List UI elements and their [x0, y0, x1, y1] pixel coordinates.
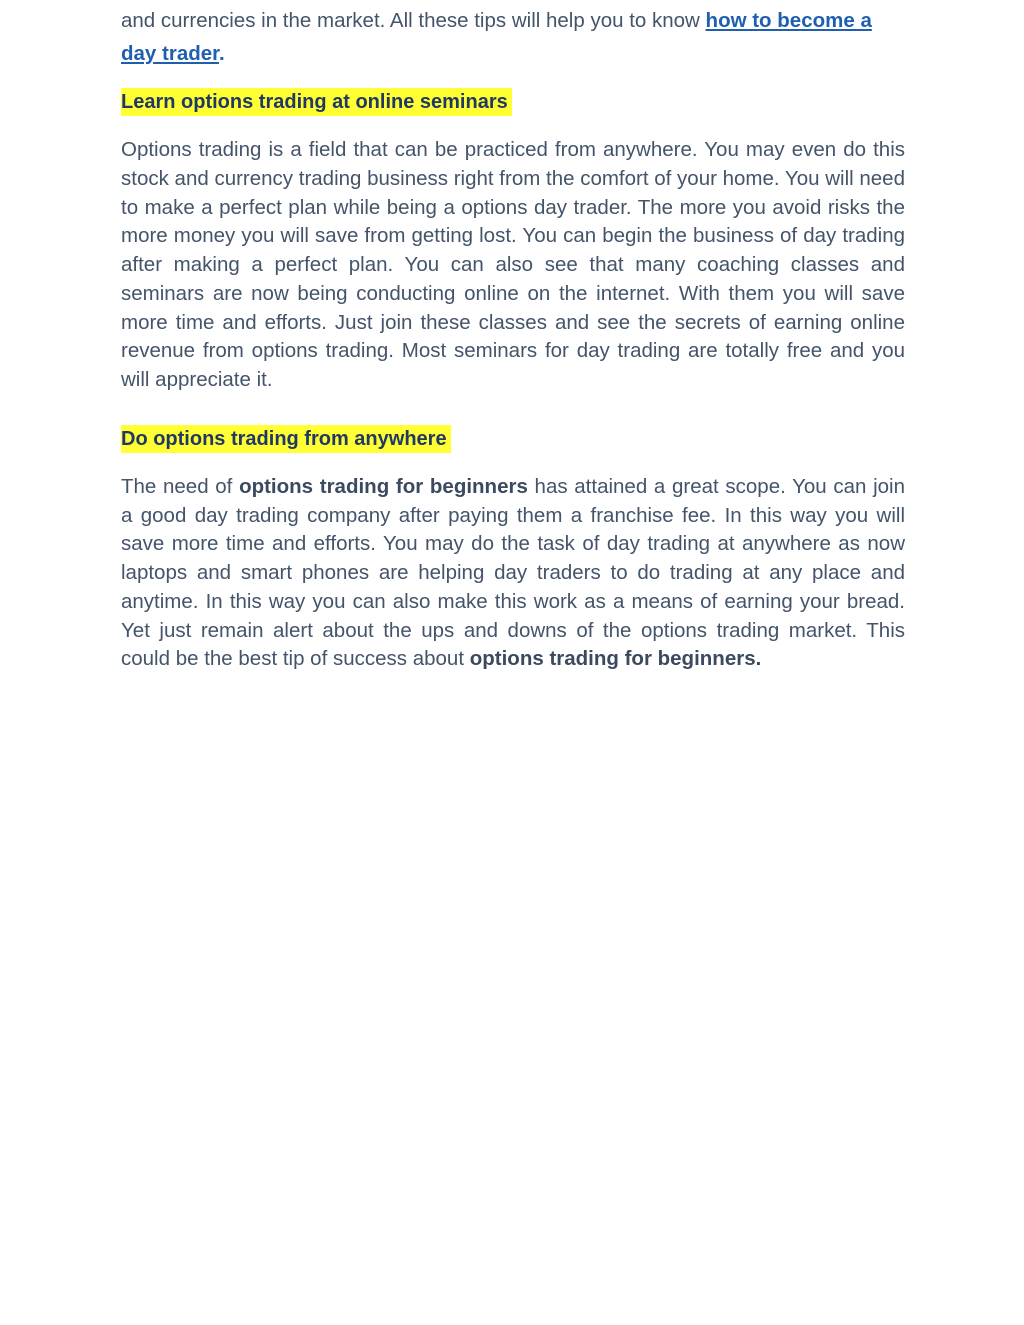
intro-text: and currencies in the market. All these tips will help you to know: [121, 9, 706, 32]
section-2-text-part2: has attained a great scope. You can join a good day trading company after paying them a franchise fee. In this way you will save more time and efforts. You may do the task of day trading at anywhere as now laptops and smart phones are helping day traders to do trading at any place and anytime. In this way you can also make this work as a means of earning your bread. Yet just remain alert about the ups and downs of the options trading market. This could be the best tip of success about: [121, 474, 906, 671]
how-to-become-day-trader-link[interactable]: how to become a day trader: [121, 9, 872, 65]
section-2-bold-keyword-2: options trading for beginners.: [469, 647, 762, 671]
intro-paragraph: [121, 4, 905, 70]
section-heading-online-seminars: Learn options trading at online seminars: [121, 88, 512, 116]
section-2-paragraph: [121, 473, 905, 674]
section-2-heading-wrap: [121, 425, 905, 453]
document-page: [121, 0, 905, 674]
section-2-bold-keyword-1: options trading for beginners: [239, 474, 528, 498]
section-2-text-part1: The need of: [121, 474, 240, 498]
intro-period: .: [219, 42, 225, 65]
section-1-paragraph: Options trading is a field that can be practiced from anywhere. You may even do this stock and currency trading business right from the comfort of your home. You will need to make a perfect plan while being a options day trader. The more you avoid risks the more money you will save from getting lost. You can begin the business of day trading after making a perfect plan. You can also see that many coaching classes and seminars are now being conducting online on the internet. With them you will save more time and efforts. Just join these classes and see the secrets of earning online revenue from options trading. Most seminars for day trading are totally free and you will appreciate it.: [121, 138, 905, 391]
section-1-heading-wrap: [121, 88, 905, 116]
section-heading-from-anywhere: Do options trading from anywhere: [121, 425, 451, 453]
